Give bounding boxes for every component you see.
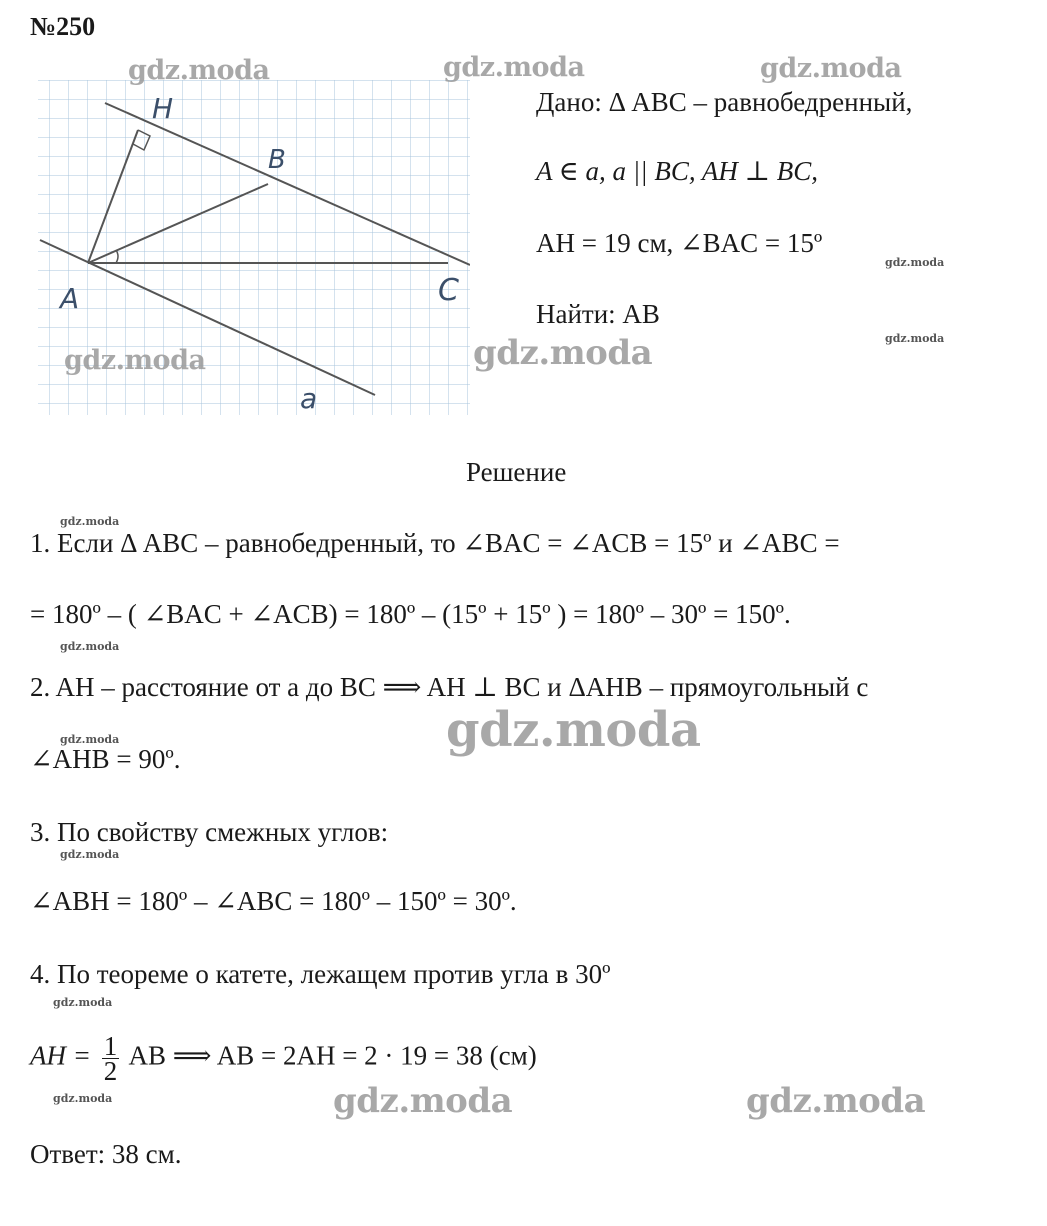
- watermark: gdz.moda: [473, 333, 653, 373]
- given-line-2: A ∈ a, a || BC, AH ⊥ BC,: [536, 156, 818, 186]
- watermark-small: gdz.moda: [60, 515, 120, 528]
- fraction-numerator: 1: [103, 1031, 118, 1061]
- watermark: gdz.moda: [128, 55, 270, 86]
- formula-rhs: AB ⟹ AB = 2AH = 2 · 19 = 38 (см): [128, 1040, 537, 1071]
- answer: Ответ: 38 см.: [30, 1139, 182, 1169]
- step4-formula: [30, 1031, 537, 1086]
- watermark-small: gdz.moda: [885, 256, 945, 269]
- step3-line-b: ∠ABH = 180º – ∠ABC = 180º – 150º = 30º.: [30, 886, 517, 916]
- watermark-small: gdz.moda: [53, 1092, 113, 1105]
- given-line-3: AH = 19 см, ∠BAC = 15º: [536, 228, 823, 258]
- label-h: H: [152, 92, 174, 125]
- fraction-denominator: 2: [103, 1056, 118, 1086]
- watermark: gdz.moda: [746, 1081, 926, 1121]
- solution-heading: Решение: [466, 457, 567, 487]
- watermark: gdz.moda: [443, 52, 585, 83]
- watermark: gdz.moda: [64, 345, 206, 376]
- step3-line-a: 3. По свойству смежных углов:: [30, 817, 389, 847]
- watermark: gdz.moda: [333, 1081, 513, 1121]
- label-line-a: a: [300, 382, 318, 415]
- given-line-1: Дано: Δ ABC – равнобедренный,: [536, 87, 913, 117]
- problem-number: №250: [30, 12, 96, 41]
- given-find: Найти: AB: [536, 299, 660, 329]
- fraction-one-half: [102, 1031, 120, 1086]
- watermark-small: gdz.moda: [885, 332, 945, 345]
- watermark-small: gdz.moda: [60, 640, 120, 653]
- watermark: gdz.moda: [446, 702, 701, 758]
- formula-lhs: AH =: [30, 1040, 91, 1071]
- step4-line-a: 4. По теореме о катете, лежащем против угла в 30º: [30, 959, 611, 989]
- label-c: C: [438, 273, 459, 308]
- step1-line-a: 1. Если Δ ABC – равнобедренный, то ∠BAC = ∠ACB = 15º и ∠ABC =: [30, 528, 840, 558]
- watermark-small: gdz.moda: [60, 733, 120, 746]
- step2-line-a: 2. AH – расстояние от a до BC ⟹ AH ⊥ BC и ΔAHB – прямоугольный с: [30, 672, 869, 702]
- step1-line-b: = 180º – ( ∠BAC + ∠ACB) = 180º – (15º + 15º ) = 180º – 30º = 150º.: [30, 599, 791, 629]
- watermark-small: gdz.moda: [53, 996, 113, 1009]
- watermark-small: gdz.moda: [60, 848, 120, 861]
- label-a-point: A: [60, 282, 80, 315]
- step2-line-b: ∠AHB = 90º.: [30, 744, 181, 774]
- label-b: B: [268, 145, 286, 175]
- watermark: gdz.moda: [760, 53, 902, 84]
